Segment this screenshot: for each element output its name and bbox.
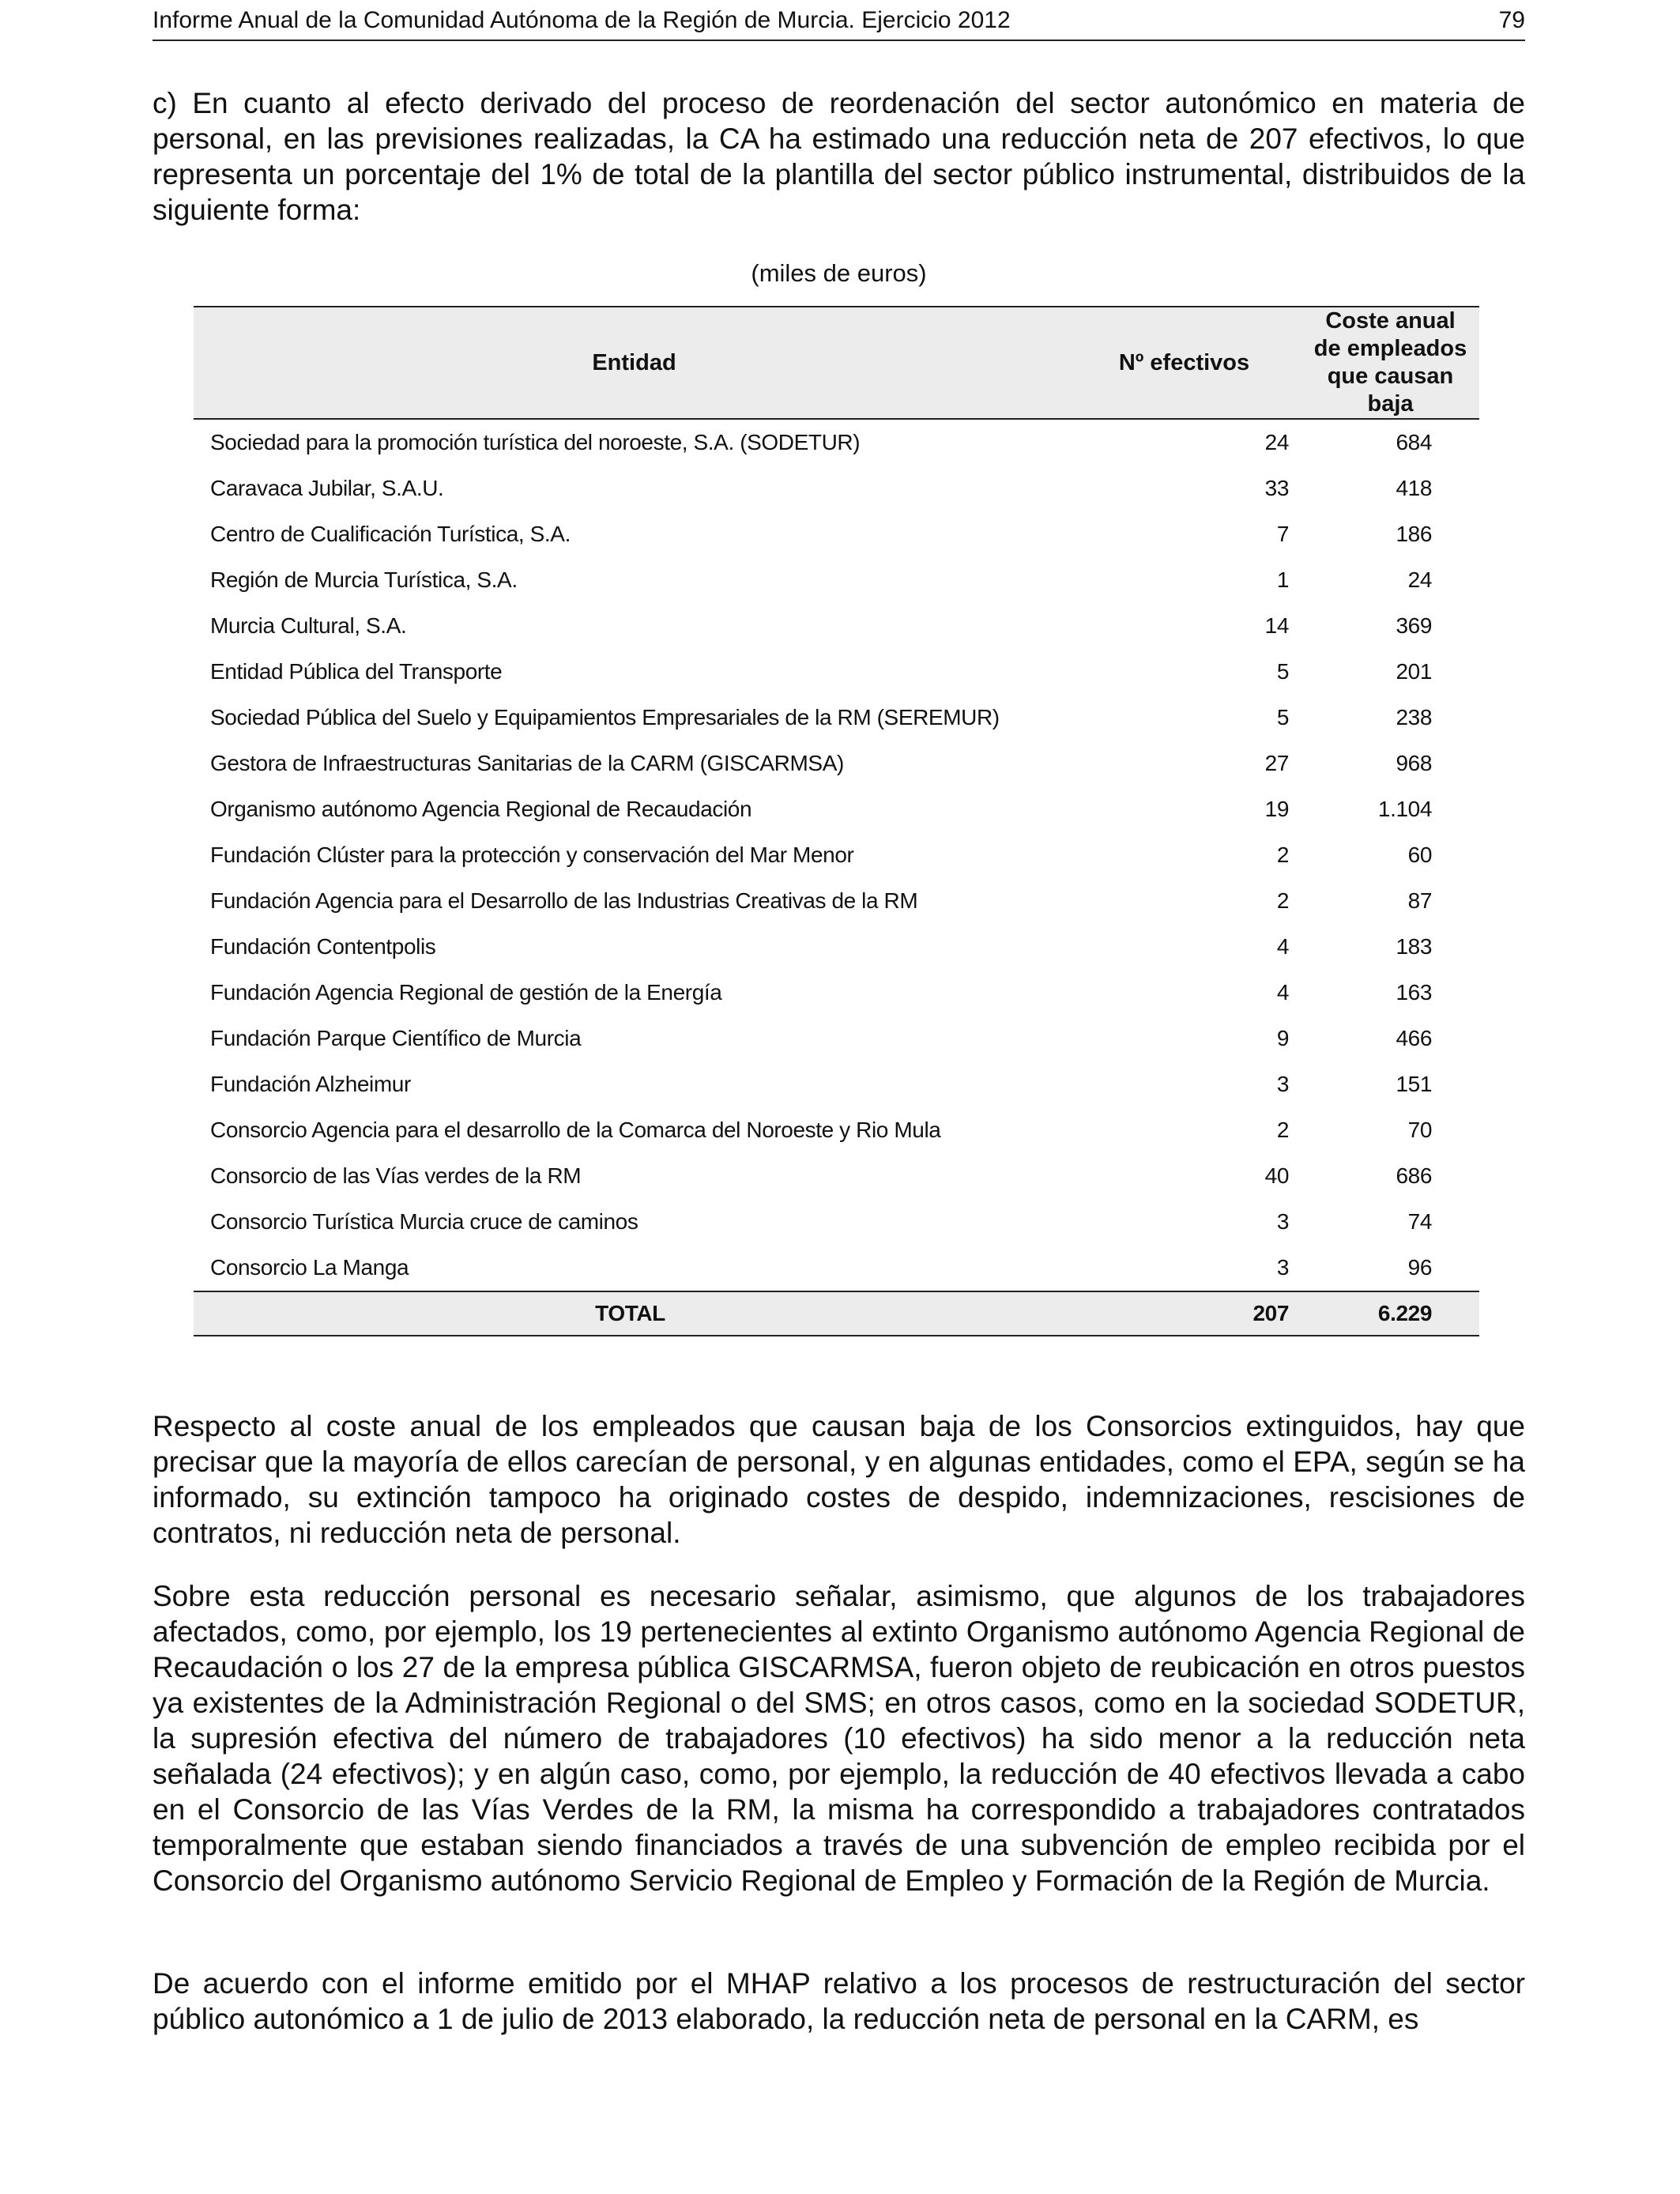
row-entity: Consorcio de las Vías verdes de la RM bbox=[210, 1163, 582, 1188]
row-entity: Murcia Cultural, S.A. bbox=[210, 613, 407, 638]
row-staff: 5 bbox=[1276, 705, 1289, 729]
table-caption: (miles de euros) bbox=[751, 259, 927, 287]
row-entity: Centro de Cualificación Turística, S.A. bbox=[210, 522, 571, 546]
header-cost: Coste anual de empleados que causan baja bbox=[1301, 307, 1479, 419]
row-entity: Sociedad Pública del Suelo y Equipamientos Empresariales de la RM (SEREMUR) bbox=[210, 705, 1000, 729]
running-header bbox=[153, 5, 1525, 41]
row-entity: Consorcio Agencia para el desarrollo de la Comarca del Noroeste y Rio Mula bbox=[210, 1118, 941, 1142]
staff-reduction-table bbox=[194, 306, 1479, 1336]
row-entity: Caravaca Jubilar, S.A.U. bbox=[210, 476, 444, 500]
table-row bbox=[194, 419, 1479, 466]
row-entity: Región de Murcia Turística, S.A. bbox=[210, 567, 518, 592]
row-staff: 7 bbox=[1276, 522, 1289, 546]
row-cost: 686 bbox=[1396, 1163, 1432, 1188]
row-staff: 2 bbox=[1276, 1118, 1289, 1142]
header-staff: Nº efectivos bbox=[1067, 307, 1301, 419]
row-entity: Consorcio Turística Murcia cruce de caminos bbox=[210, 1209, 638, 1234]
table-row bbox=[194, 1245, 1479, 1291]
intro-paragraph: c) En cuanto al efecto derivado del proceso de reordenación del sector autonómico en materia de personal, en las previsiones realizadas, la CA ha estimado una reducción neta de 207 efectivos, lo que representa un porcentaje del 1% de total de la plantilla del sector público instrumental, distribuidos de la siguiente forma: bbox=[153, 87, 1525, 226]
row-staff: 4 bbox=[1276, 980, 1289, 1005]
row-staff: 9 bbox=[1276, 1026, 1289, 1050]
table-row bbox=[194, 603, 1479, 649]
row-staff: 2 bbox=[1276, 888, 1289, 913]
row-entity: Fundación Clúster para la protección y conservación del Mar Menor bbox=[210, 843, 854, 867]
row-entity: Fundación Agencia para el Desarrollo de las Industrias Creativas de la RM bbox=[210, 888, 918, 913]
reduccion-paragraph: Sobre esta reducción personal es necesario señalar, asimismo, que algunos de los trabajadores afectados, como, por ejemplo, los 19 pertenecientes al extinto Organismo autónomo Agencia Regional de Recaudación o los 27 de la empresa pública GISCARMSA, fueron objeto de reubicación en otros puestos ya existentes de la Administración Regional o del SMS; en otros casos, como en la sociedad SODETUR, la supresión efectiva del número de trabajadores (10 efectivos) ha sido menor a la reducción neta señalada (24 efectivos); y en algún caso, como, por ejemplo, la reducción de 40 efectivos llevada a cabo en el Consorcio de las Vías Verdes de la RM, la misma ha correspondido a trabajadores contratados temporalmente que estaban siendo financiados a través de una subvención de empleo recibida por el Consorcio del Organismo autónomo Servicio Regional de Empleo y Formación de la Región de Murcia. bbox=[153, 1580, 1525, 1897]
row-cost: 186 bbox=[1396, 522, 1432, 546]
row-staff: 5 bbox=[1276, 659, 1289, 684]
row-staff: 3 bbox=[1276, 1209, 1289, 1234]
row-cost: 74 bbox=[1407, 1209, 1432, 1234]
table-row bbox=[194, 466, 1479, 511]
table-row bbox=[194, 695, 1479, 741]
row-staff: 19 bbox=[1264, 797, 1289, 821]
row-cost: 201 bbox=[1396, 659, 1432, 684]
row-cost: 70 bbox=[1407, 1118, 1432, 1142]
row-cost: 183 bbox=[1396, 934, 1432, 959]
row-staff: 3 bbox=[1276, 1072, 1289, 1096]
header-title: Informe Anual de la Comunidad Autónoma de la Región de Murcia. Ejercicio 2012 bbox=[153, 7, 1011, 33]
row-cost: 418 bbox=[1396, 476, 1432, 500]
mhap-paragraph: De acuerdo con el informe emitido por el MHAP relativo a los procesos de restructuración del sector público autonómico a 1 de julio de 2013 elaborado, la reducción neta de personal en la CARM, es bbox=[153, 1967, 1525, 2035]
row-staff: 24 bbox=[1264, 430, 1289, 454]
row-entity: Organismo autónomo Agencia Regional de Recaudación bbox=[210, 797, 752, 821]
row-cost: 24 bbox=[1407, 567, 1432, 592]
table-header-row bbox=[194, 307, 1479, 419]
table-row bbox=[194, 924, 1479, 970]
row-staff: 14 bbox=[1264, 613, 1289, 638]
row-cost: 1.104 bbox=[1377, 797, 1432, 821]
row-cost: 87 bbox=[1407, 888, 1432, 913]
row-cost: 163 bbox=[1396, 980, 1432, 1005]
consorcios-paragraph: Respecto al coste anual de los empleados que causan baja de los Consorcios extinguidos, hay que precisar que la mayoría de ellos carecían de personal, y en algunas entidades, como el EPA, según se ha informado, su extinción tampoco ha originado costes de despido, indemnizaciones, rescisiones de contratos, ni reducción neta de personal. bbox=[153, 1410, 1525, 1549]
table-row bbox=[194, 1107, 1479, 1153]
total-row bbox=[194, 1291, 1479, 1336]
row-staff: 3 bbox=[1276, 1255, 1289, 1280]
header-entity: Entidad bbox=[194, 307, 1067, 419]
row-cost: 60 bbox=[1407, 843, 1432, 867]
table-row bbox=[194, 741, 1479, 786]
page-number: 79 bbox=[1498, 7, 1525, 33]
row-staff: 2 bbox=[1276, 843, 1289, 867]
table-row bbox=[194, 1061, 1479, 1107]
row-entity: Fundación Parque Científico de Murcia bbox=[210, 1026, 582, 1050]
row-staff: 27 bbox=[1264, 751, 1289, 775]
row-entity: Consorcio La Manga bbox=[210, 1255, 409, 1280]
total-label: TOTAL bbox=[194, 1291, 1067, 1336]
table-row bbox=[194, 970, 1479, 1016]
table-row bbox=[194, 878, 1479, 924]
row-entity: Gestora de Infraestructuras Sanitarias de la CARM (GISCARMSA) bbox=[210, 751, 844, 775]
row-cost: 96 bbox=[1407, 1255, 1432, 1280]
row-cost: 238 bbox=[1396, 705, 1432, 729]
table-row bbox=[194, 1016, 1479, 1061]
row-cost: 684 bbox=[1396, 430, 1432, 454]
row-entity: Sociedad para la promoción turística del noroeste, S.A. (SODETUR) bbox=[210, 430, 861, 454]
row-entity: Fundación Contentpolis bbox=[210, 934, 436, 959]
table-row bbox=[194, 1199, 1479, 1245]
table-row bbox=[194, 1153, 1479, 1199]
table-row bbox=[194, 832, 1479, 878]
row-cost: 466 bbox=[1396, 1026, 1432, 1050]
total-cost: 6.229 bbox=[1301, 1291, 1479, 1336]
row-cost: 369 bbox=[1396, 613, 1432, 638]
row-staff: 1 bbox=[1276, 567, 1289, 592]
row-entity: Entidad Pública del Transporte bbox=[210, 659, 503, 684]
table-row bbox=[194, 557, 1479, 603]
row-staff: 4 bbox=[1276, 934, 1289, 959]
row-entity: Fundación Alzheimur bbox=[210, 1072, 411, 1096]
row-staff: 33 bbox=[1264, 476, 1289, 500]
table-row bbox=[194, 511, 1479, 557]
row-entity: Fundación Agencia Regional de gestión de la Energía bbox=[210, 980, 722, 1005]
row-cost: 968 bbox=[1396, 751, 1432, 775]
row-staff: 40 bbox=[1264, 1163, 1289, 1188]
total-staff: 207 bbox=[1067, 1291, 1301, 1336]
table-row bbox=[194, 786, 1479, 832]
table-row bbox=[194, 649, 1479, 695]
row-cost: 151 bbox=[1396, 1072, 1432, 1096]
table-body bbox=[194, 419, 1479, 1291]
